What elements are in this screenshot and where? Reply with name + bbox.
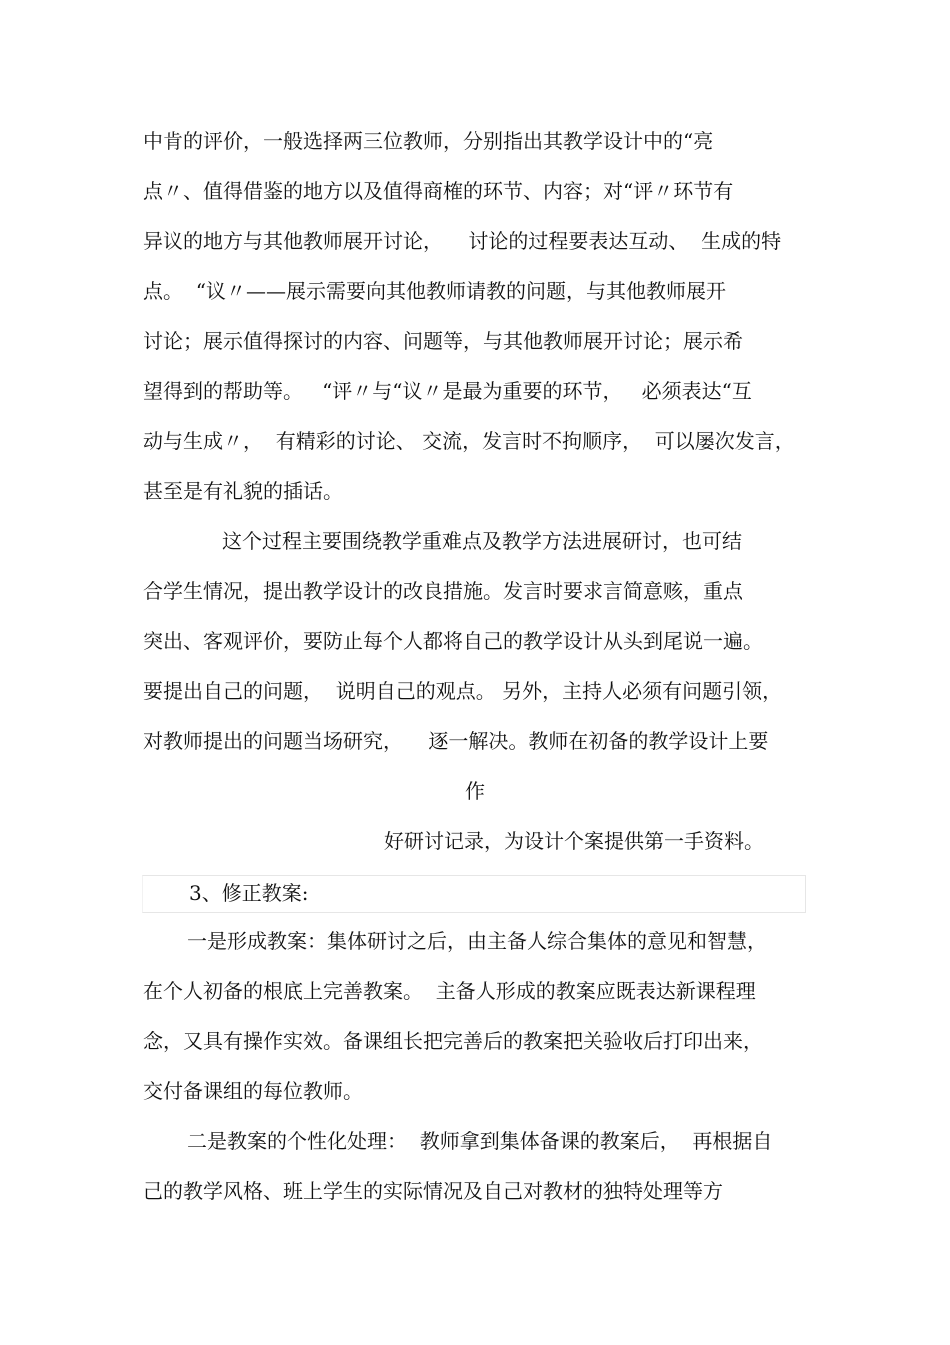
text-line: 点〃、值得借鉴的地方以及值得商榷的环节、内容；对“评〃环节有 (143, 179, 734, 203)
text-line: 突出、客观评价，要防止每个人都将自己的教学设计从头到尾说一遍。 (143, 629, 763, 653)
paragraph-first-line: 一是形成教案：集体研讨之后，由主备人综合集体的意见和智慧， (187, 929, 767, 953)
text-line: 己的教学风格、班上学生的实际情况及自己对教材的独特处理等方 (143, 1179, 723, 1203)
text-line: 动与生成〃， 有精彩的讨论、 交流，发言时不拘顺序， 可以屡次发言， (143, 429, 795, 453)
paragraph-first-line: 这个过程主要围绕教学重难点及教学方法进展研讨，也可结 (222, 529, 742, 553)
text-line: 对教师提出的问题当场研究， 逐一解决。教师在初备的教学设计上要 (143, 729, 769, 753)
text-line: 中肯的评价，一般选择两三位教师，分别指出其教学设计中的“亮 (143, 129, 714, 153)
orphan-character: 作 (465, 779, 485, 803)
text-line: 合学生情况，提出教学设计的改良措施。发言时要求言简意赅，重点 (143, 579, 743, 603)
text-line: 甚至是有礼貌的插话。 (143, 479, 343, 503)
text-line: 异议的地方与其他教师展开讨论， 讨论的过程要表达互动、 生成的特 (143, 229, 782, 253)
section-heading: 3、修正教案: (189, 881, 309, 905)
text-line: 点。 “议〃——展示需要向其他教师请教的问题，与其他教师展开 (143, 279, 726, 303)
text-line: 交付备课组的每位教师。 (143, 1079, 363, 1103)
section-heading-box (142, 875, 806, 913)
text-line: 望得到的帮助等。 “评〃与“议〃是最为重要的环节， 必须表达“互 (143, 379, 752, 403)
text-line: 讨论；展示值得探讨的内容、问题等，与其他教师展开讨论；展示希 (143, 329, 743, 353)
text-line: 好研讨记录，为设计个案提供第一手资料。 (384, 829, 764, 853)
text-line: 在个人初备的根底上完善教案。 主备人形成的教案应既表达新课程理 (143, 979, 756, 1003)
text-line: 念，又具有操作实效。备课组长把完善后的教案把关验收后打印出来， (143, 1029, 763, 1053)
text-line: 要提出自己的问题， 说明自己的观点。 另外，主持人必须有问题引领， (143, 679, 783, 703)
paragraph-first-line: 二是教案的个性化处理： 教师拿到集体备课的教案后， 再根据自 (187, 1129, 773, 1153)
